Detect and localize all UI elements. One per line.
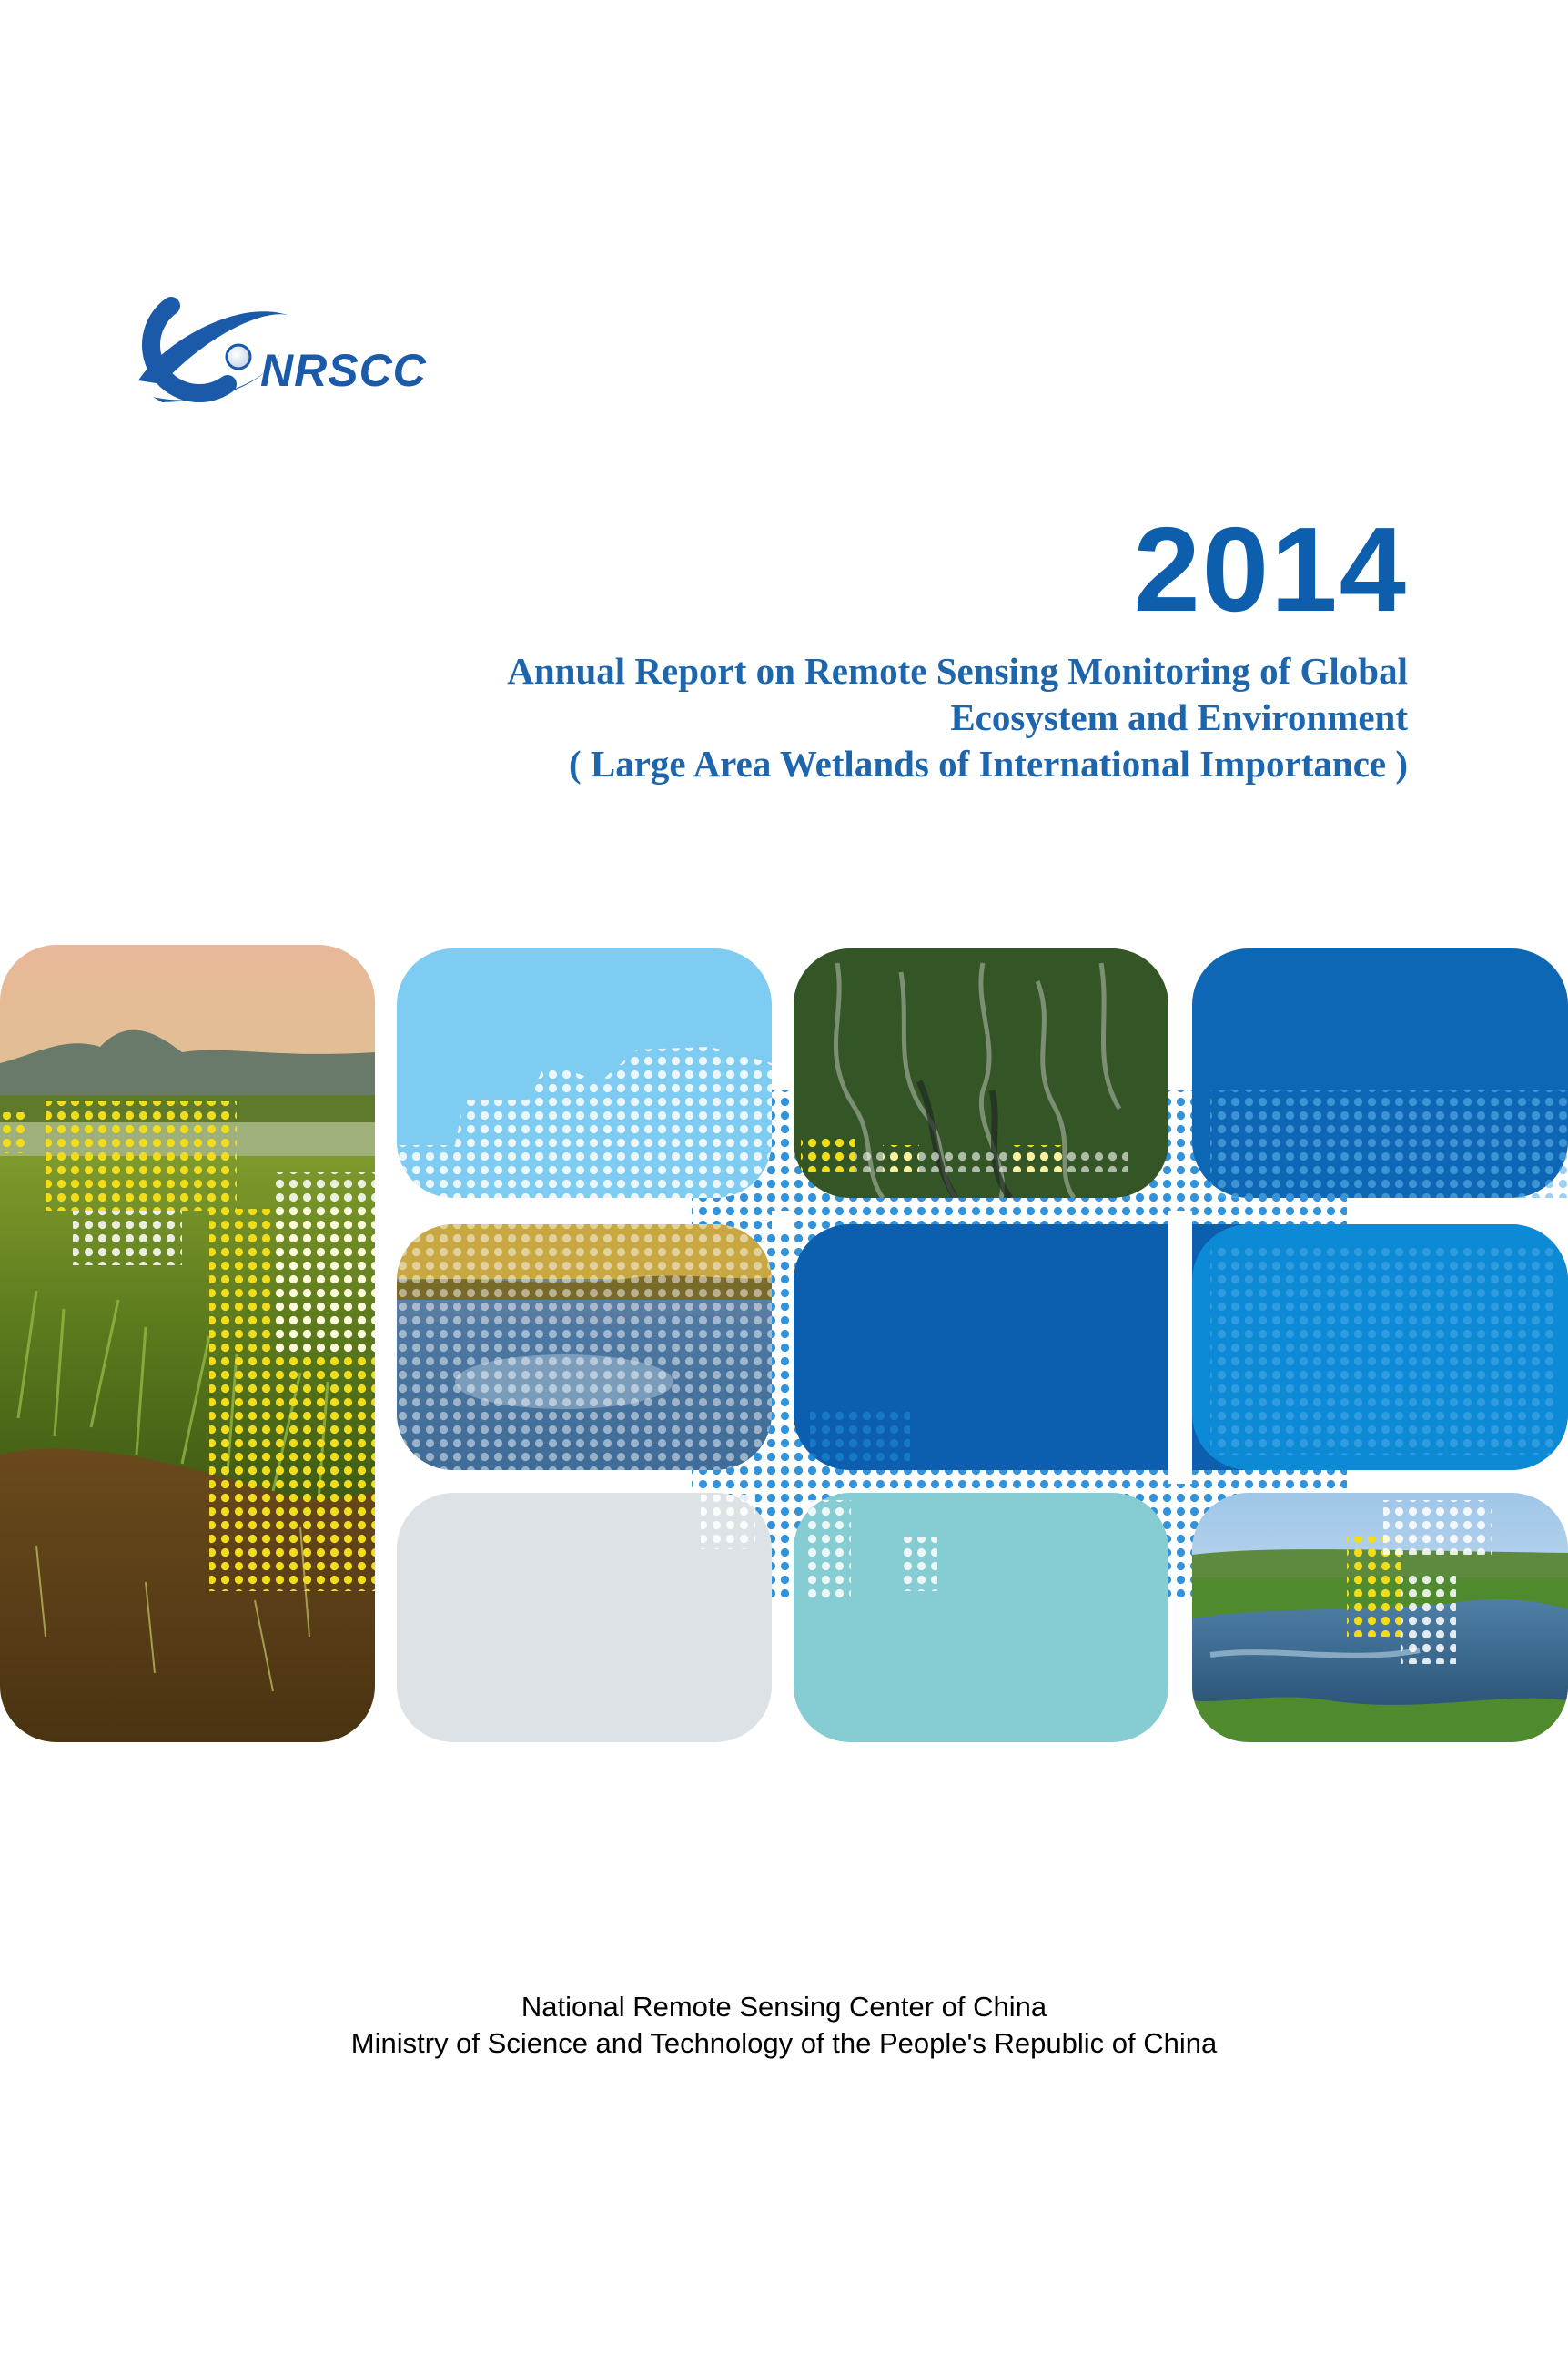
publisher-line-1: National Remote Sensing Center of China [521, 1991, 1047, 2023]
report-title [225, 648, 1408, 787]
tile-light-blue [397, 948, 772, 1198]
nrscc-logo [126, 289, 426, 417]
wetland-image-mosaic [0, 945, 1568, 1746]
publisher-block [0, 1989, 1568, 2062]
logo-text: NRSCC [260, 345, 427, 396]
title-line-2: Ecosystem and Environment [950, 696, 1408, 738]
tile-marsh-photo [1192, 1493, 1568, 1742]
title-line-3: ( Large Area Wetlands of International Importance ) [568, 743, 1408, 785]
title-line-1: Annual Report on Remote Sensing Monitoring of Global [507, 650, 1408, 692]
publisher-line-2: Ministry of Science and Technology of the People's Republic of China [350, 2027, 1218, 2059]
tile-wetland-grassland-photo [0, 945, 375, 1742]
report-year: 2014 [1133, 502, 1408, 636]
tile-satellite-mangrove-photo [794, 948, 1168, 1198]
tile-lake-photo [397, 1224, 772, 1470]
